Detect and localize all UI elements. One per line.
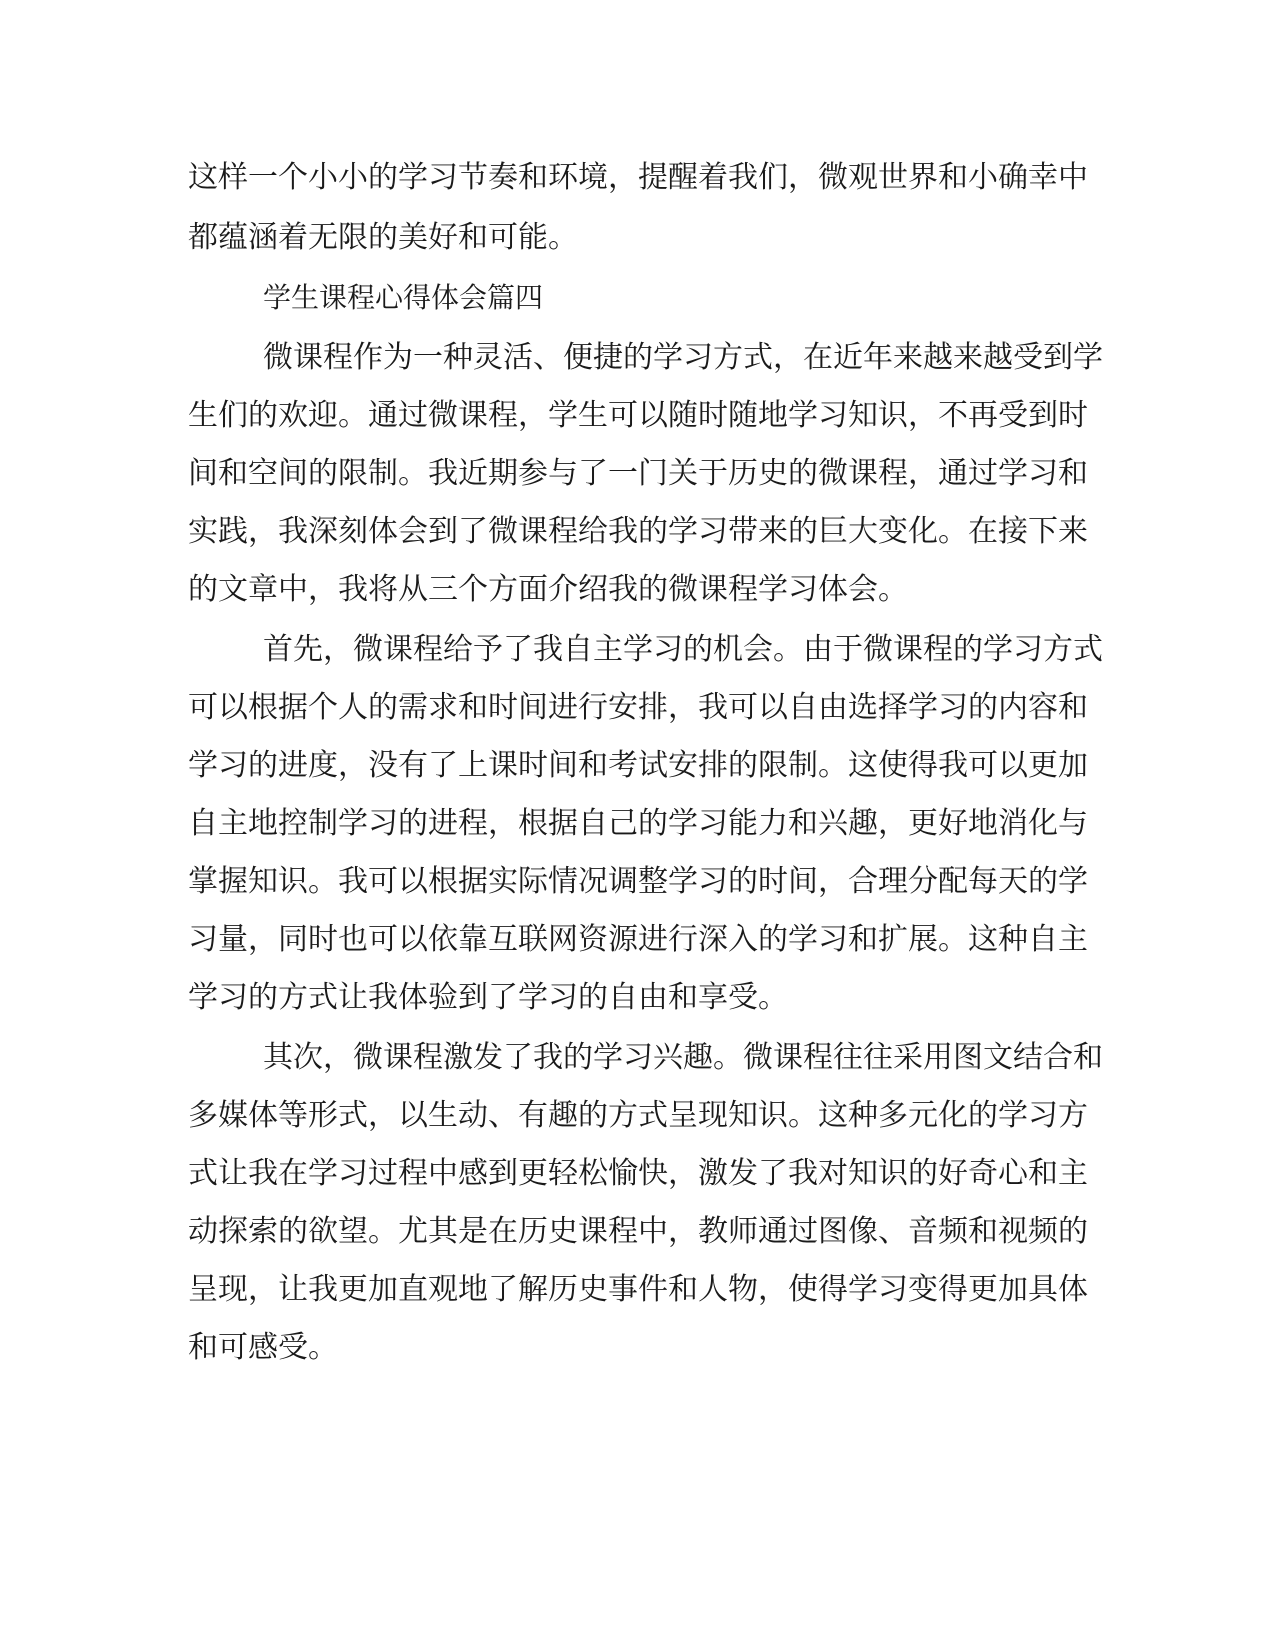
paragraph-line: 呈现，让我更加直观地了解历史事件和人物，使得学习变得更加具体 <box>188 1272 1088 1307</box>
paragraph-line: 习量，同时也可以依靠互联网资源进行深入的学习和扩展。这种自主 <box>188 922 1088 957</box>
paragraph-line: 的文章中，我将从三个方面介绍我的微课程学习体会。 <box>188 572 908 607</box>
section-heading: 学生课程心得体会篇四 <box>263 281 544 314</box>
paragraph-line: 学习的进度，没有了上课时间和考试安排的限制。这使得我可以更加 <box>188 748 1088 783</box>
paragraph-line: 微课程作为一种灵活、便捷的学习方式，在近年来越来越受到学 <box>263 340 1103 375</box>
paragraph-line: 间和空间的限制。我近期参与了一门关于历史的微课程，通过学习和 <box>188 456 1088 491</box>
paragraph-line: 首先，微课程给予了我自主学习的机会。由于微课程的学习方式 <box>263 632 1103 667</box>
paragraph-line: 掌握知识。我可以根据实际情况调整学习的时间，合理分配每天的学 <box>188 864 1088 899</box>
paragraph-line: 这样一个小小的学习节奏和环境，提醒着我们，微观世界和小确幸中 <box>188 160 1088 195</box>
paragraph-line: 动探索的欲望。尤其是在历史课程中，教师通过图像、音频和视频的 <box>188 1214 1088 1249</box>
paragraph-line: 自主地控制学习的进程，根据自己的学习能力和兴趣，更好地消化与 <box>188 806 1088 841</box>
paragraph-line: 和可感受。 <box>188 1330 338 1365</box>
paragraph-line: 都蕴涵着无限的美好和可能。 <box>188 220 578 255</box>
paragraph-line: 多媒体等形式，以生动、有趣的方式呈现知识。这种多元化的学习方 <box>188 1098 1088 1133</box>
paragraph-line: 式让我在学习过程中感到更轻松愉快，激发了我对知识的好奇心和主 <box>188 1156 1088 1191</box>
paragraph-line: 学习的方式让我体验到了学习的自由和享受。 <box>188 980 788 1015</box>
paragraph-line: 其次，微课程激发了我的学习兴趣。微课程往往采用图文结合和 <box>263 1040 1103 1075</box>
paragraph-line: 生们的欢迎。通过微课程，学生可以随时随地学习知识，不再受到时 <box>188 398 1088 433</box>
paragraph-line: 实践，我深刻体会到了微课程给我的学习带来的巨大变化。在接下来 <box>188 514 1088 549</box>
paragraph-line: 可以根据个人的需求和时间进行安排，我可以自由选择学习的内容和 <box>188 690 1088 725</box>
